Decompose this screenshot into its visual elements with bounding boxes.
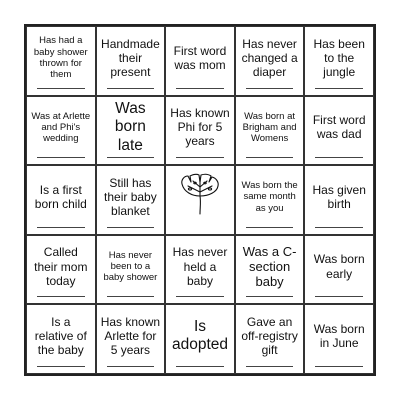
bingo-cell-12[interactable] [96,165,166,235]
cell-text: Was born early [313,252,365,281]
signature-line [246,366,294,367]
signature-line [107,227,155,228]
cell-text: Handmade their present [101,36,160,79]
signature-line [315,88,363,89]
cell-text: First word was dad [312,113,366,142]
signature-line [37,227,85,228]
cell-text: Has never changed a diaper [241,36,298,79]
monstera-leaf-icon [178,172,222,222]
signature-line [315,227,363,228]
bingo-cell-4[interactable] [235,26,305,96]
bingo-cell-7[interactable] [96,96,166,166]
cell-text: Was born in June [313,322,365,351]
bingo-cell-5[interactable] [304,26,374,96]
signature-line [37,296,85,297]
bingo-cell-14[interactable] [235,165,305,235]
signature-line [315,366,363,367]
bingo-cell-11[interactable] [26,165,96,235]
cell-text: Has known Phi for 5 years [170,106,230,149]
bingo-cell-20[interactable] [304,235,374,305]
signature-line [246,157,294,158]
bingo-cell-15[interactable] [304,165,374,235]
cell-text: Was a C-section baby [242,243,297,290]
signature-line [176,296,224,297]
cell-text: Called their mom today [34,245,88,288]
signature-line [107,366,155,367]
signature-line [37,157,85,158]
signature-line [37,366,85,367]
signature-line [246,296,294,297]
signature-line [315,296,363,297]
bingo-cell-23[interactable] [165,304,235,374]
cell-text: First word was mom [173,43,227,72]
bingo-cell-24[interactable] [235,304,305,374]
signature-line [246,88,294,89]
cell-text: Was born late [114,99,146,154]
signature-line [107,296,155,297]
bingo-cell-2[interactable] [96,26,166,96]
cell-text: Was born the same month as you [241,180,298,214]
cell-text: Has had a baby shower thrown for them [33,35,88,80]
bingo-cell-17[interactable] [96,235,166,305]
bingo-cell-18[interactable] [165,235,235,305]
bingo-cell-16[interactable] [26,235,96,305]
cell-text: Is a first born child [34,182,87,211]
bingo-board [24,24,376,376]
cell-text: Still has their baby blanket [104,175,157,219]
bingo-cell-25[interactable] [304,304,374,374]
cell-text: Has given birth [312,182,366,211]
bingo-cell-8[interactable] [165,96,235,166]
cell-text: Has been to the jungle [313,36,365,79]
cell-text: Is a relative of the baby [34,314,87,358]
signature-line [176,366,224,367]
bingo-cell-21[interactable] [26,304,96,374]
cell-text: Was born at Brigham and Womens [242,110,297,144]
signature-line [246,227,294,228]
bingo-cell-1[interactable] [26,26,96,96]
cell-text: Is adopted [171,317,228,354]
cell-text: Gave an off-registry gift [241,314,298,358]
bingo-cell-19[interactable] [235,235,305,305]
bingo-cell-22[interactable] [96,304,166,374]
cell-text: Has never been to a baby shower [103,249,158,284]
bingo-cell-10[interactable] [304,96,374,166]
bingo-cell-3[interactable] [165,26,235,96]
bingo-cell-6[interactable] [26,96,96,166]
bingo-cell-9[interactable] [235,96,305,166]
signature-line [315,157,363,158]
signature-line [176,157,224,158]
cell-text: Has known Arlette for 5 years [100,314,161,358]
signature-line [107,157,155,158]
signature-line [37,88,85,89]
cell-text: Has never held a baby [172,245,228,288]
free-space-cell[interactable] [165,165,235,235]
cell-text: Was at Arlette and Phi's wedding [31,110,91,144]
signature-line [176,88,224,89]
signature-line [107,88,155,89]
